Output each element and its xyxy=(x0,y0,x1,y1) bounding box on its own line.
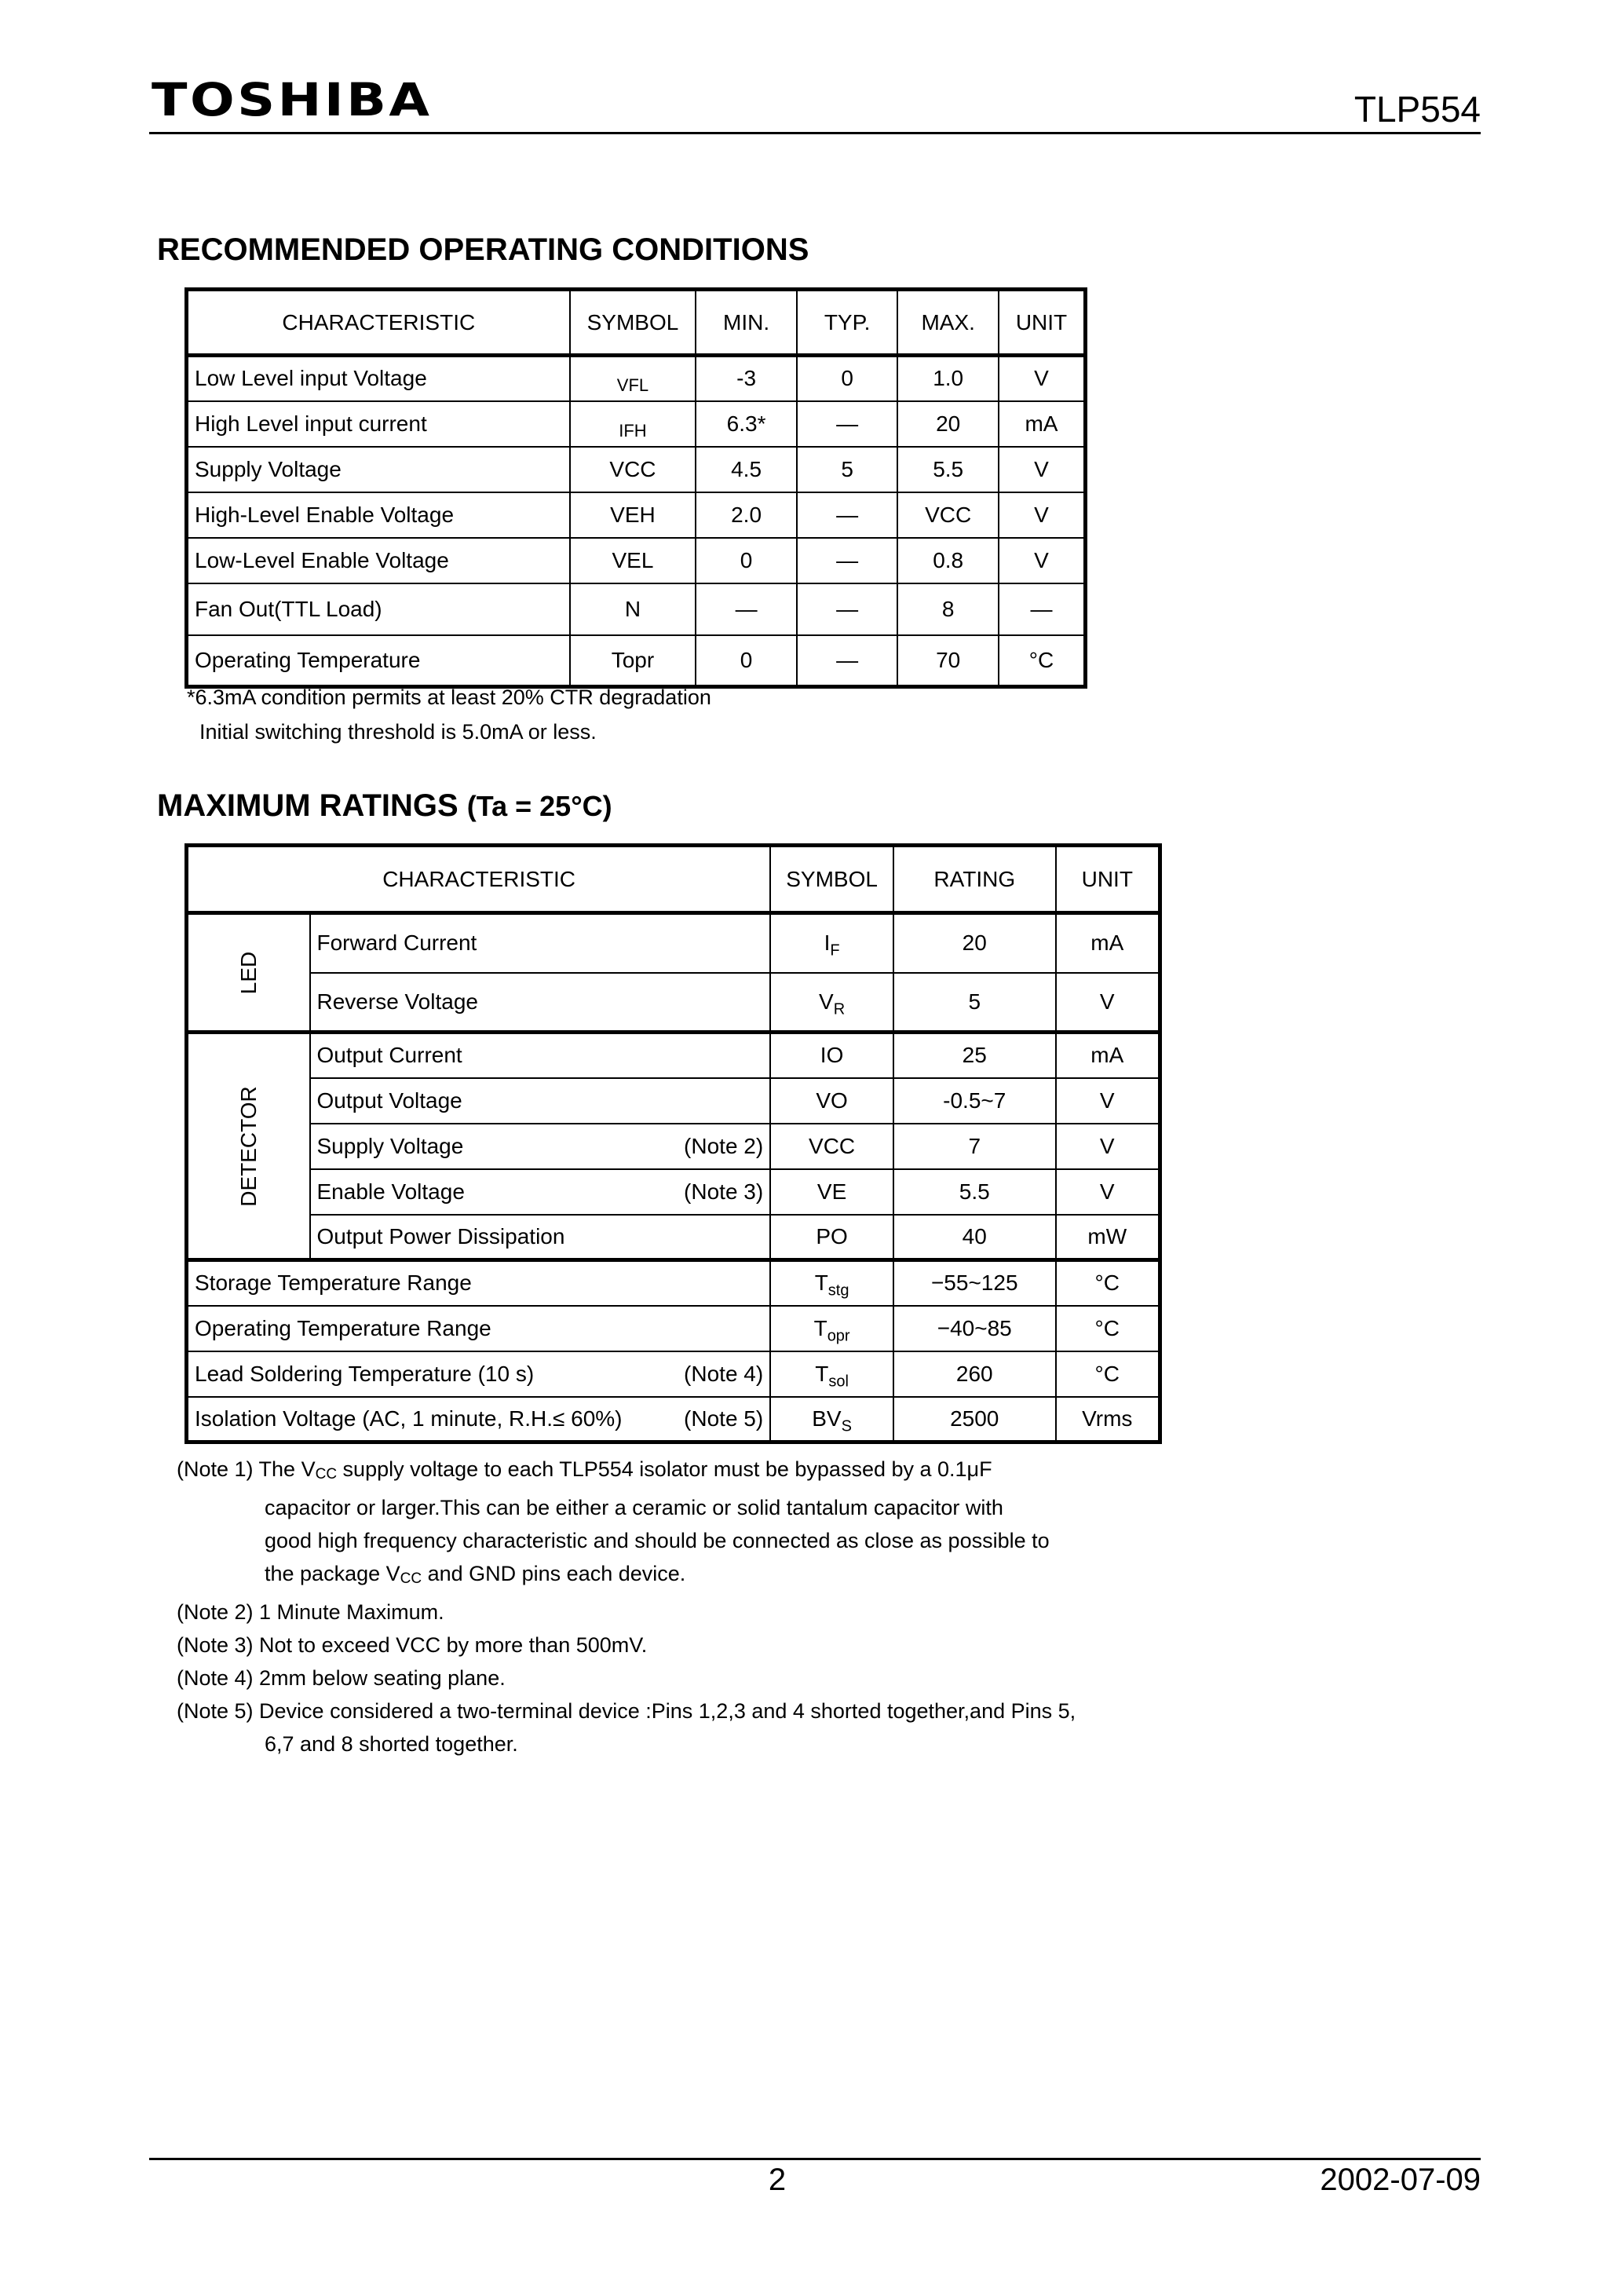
footer-rule xyxy=(149,2158,1481,2160)
symbol-text: T xyxy=(814,1270,828,1296)
symbol-text: V xyxy=(819,989,834,1014)
note-reference: (Note 3) xyxy=(684,1179,764,1204)
roc-cell: Supply Voltage xyxy=(187,447,570,492)
symbol-subscript: F xyxy=(830,941,840,960)
table-row xyxy=(187,401,1086,447)
roc-cell: — xyxy=(797,492,898,538)
characteristic-text: Enable Voltage xyxy=(316,1179,465,1204)
roc-cell: 0.8 xyxy=(897,538,999,583)
roc-cell: VFL xyxy=(570,356,696,401)
symbol-text: VE xyxy=(816,1179,847,1204)
document-date: 2002-07-09 xyxy=(1320,2163,1481,2197)
roc-col-min: MIN. xyxy=(696,290,797,356)
max-title-condition: (Ta = 25°C) xyxy=(466,790,612,822)
symbol-text: VCC xyxy=(809,1133,856,1158)
characteristic-text: Forward Current xyxy=(316,930,477,956)
roc-cell: 20 xyxy=(897,401,999,447)
table-row xyxy=(187,583,1086,635)
note-1-sub: CC xyxy=(315,1466,338,1483)
max-cell-characteristic xyxy=(310,1169,771,1215)
roc-cell: IFH xyxy=(570,401,696,447)
max-cell-rating: 25 xyxy=(893,1033,1056,1078)
roc-cell: Topr xyxy=(570,635,696,687)
max-cell-symbol xyxy=(770,1215,893,1260)
note-reference: (Note 4) xyxy=(684,1361,764,1386)
table-row xyxy=(187,1351,1160,1397)
roc-cell: V xyxy=(999,356,1086,401)
note-1-line-4 xyxy=(177,1557,1076,1596)
roc-cell: — xyxy=(797,401,898,447)
max-cell-unit: °C xyxy=(1056,1351,1160,1397)
roc-cell: V xyxy=(999,538,1086,583)
note-1-l4-sub: CC xyxy=(400,1570,422,1587)
notes-block xyxy=(177,1453,1076,1760)
max-cell-symbol xyxy=(770,1124,893,1169)
characteristic-text: Isolation Voltage (AC, 1 minute, R.H.≤ 60%) xyxy=(195,1406,623,1431)
table-row xyxy=(187,447,1086,492)
roc-cell: 0 xyxy=(797,356,898,401)
characteristic-text: Supply Voltage xyxy=(316,1133,464,1158)
max-cell-characteristic xyxy=(310,1124,771,1169)
page-number: 2 xyxy=(768,2163,787,2197)
max-cell-unit: mW xyxy=(1056,1215,1160,1260)
roc-cell: VEH xyxy=(570,492,696,538)
table-row xyxy=(187,1033,1160,1078)
max-cell-symbol xyxy=(770,973,893,1033)
max-cell-symbol xyxy=(770,1306,893,1351)
max-cell-unit: V xyxy=(1056,973,1160,1033)
roc-cell: 6.3* xyxy=(696,401,797,447)
roc-cell: VEL xyxy=(570,538,696,583)
max-cell-symbol xyxy=(770,913,893,973)
roc-table xyxy=(184,287,1087,689)
roc-cell: 0 xyxy=(696,538,797,583)
characteristic-text: Output Power Dissipation xyxy=(316,1223,565,1249)
roc-col-unit: UNIT xyxy=(999,290,1086,356)
max-col-unit: UNIT xyxy=(1056,846,1160,913)
roc-cell: 0 xyxy=(696,635,797,687)
table-row xyxy=(187,1124,1160,1169)
symbol-text: T xyxy=(813,1315,827,1340)
max-cell-symbol xyxy=(770,1260,893,1306)
max-title-text: MAXIMUM RATINGS xyxy=(157,788,458,823)
max-cell-unit: mA xyxy=(1056,1033,1160,1078)
roc-footnote-2: Initial switching threshold is 5.0mA or less. xyxy=(199,720,597,744)
roc-cell: °C xyxy=(999,635,1086,687)
symbol-text: BV xyxy=(812,1406,842,1431)
roc-cell: mA xyxy=(999,401,1086,447)
roc-col-characteristic: CHARACTERISTIC xyxy=(187,290,570,356)
roc-cell: High-Level Enable Voltage xyxy=(187,492,570,538)
roc-cell: 2.0 xyxy=(696,492,797,538)
max-cell-rating: 5.5 xyxy=(893,1169,1056,1215)
roc-cell: V xyxy=(999,447,1086,492)
roc-cell: VCC xyxy=(570,447,696,492)
max-cell-rating: −55~125 xyxy=(893,1260,1056,1306)
max-cell-unit: mA xyxy=(1056,913,1160,973)
max-cell-characteristic xyxy=(310,913,771,973)
roc-col-symbol: SYMBOL xyxy=(570,290,696,356)
note-5-line-2: 6,7 and 8 shorted together. xyxy=(265,1732,518,1756)
roc-cell: High Level input current xyxy=(187,401,570,447)
max-cell-characteristic xyxy=(187,1260,771,1306)
symbol-subscript: R xyxy=(833,1000,846,1018)
group-detector-label: DETECTOR xyxy=(236,1085,261,1207)
symbol-text: IO xyxy=(820,1043,844,1068)
max-cell-unit: V xyxy=(1056,1124,1160,1169)
note-reference: (Note 2) xyxy=(684,1133,764,1158)
characteristic-text: Reverse Voltage xyxy=(316,989,478,1014)
max-cell-characteristic xyxy=(310,1033,771,1078)
note-1 xyxy=(177,1453,1076,1491)
note-1-line-2: capacitor or larger.This can be either a ceramic or solid tantalum capacitor with xyxy=(265,1496,1003,1519)
max-cell-rating: 260 xyxy=(893,1351,1056,1397)
brand-logo: TOSHIBA xyxy=(152,73,433,126)
max-cell-rating: −40~85 xyxy=(893,1306,1056,1351)
table-row xyxy=(187,973,1160,1033)
max-table xyxy=(184,843,1162,1444)
note-5: (Note 5) Device considered a two-terminal device :Pins 1,2,3 and 4 shorted together,and Pins 5, xyxy=(177,1699,1076,1723)
symbol-text: VO xyxy=(816,1088,848,1113)
max-cell-unit: V xyxy=(1056,1169,1160,1215)
max-cell-unit: °C xyxy=(1056,1260,1160,1306)
max-cell-characteristic xyxy=(187,1306,771,1351)
roc-footnote-1: *6.3mA condition permits at least 20% CTR degradation xyxy=(187,686,711,709)
roc-cell: VCC xyxy=(897,492,999,538)
note-reference: (Note 5) xyxy=(684,1406,764,1431)
symbol-subscript: sol xyxy=(828,1373,849,1391)
max-cell-rating: 7 xyxy=(893,1124,1056,1169)
table-row xyxy=(187,1215,1160,1260)
max-cell-characteristic xyxy=(310,1078,771,1124)
max-cell-rating: 40 xyxy=(893,1215,1056,1260)
max-cell-symbol xyxy=(770,1397,893,1442)
max-cell-symbol xyxy=(770,1078,893,1124)
roc-cell: — xyxy=(999,583,1086,635)
roc-cell: 5 xyxy=(797,447,898,492)
roc-cell: 5.5 xyxy=(897,447,999,492)
characteristic-text: Operating Temperature Range xyxy=(195,1315,491,1340)
roc-col-max: MAX. xyxy=(897,290,999,356)
roc-col-typ: TYP. xyxy=(797,290,898,356)
max-cell-rating: 20 xyxy=(893,913,1056,973)
roc-cell: V xyxy=(999,492,1086,538)
max-cell-symbol xyxy=(770,1169,893,1215)
note-4: (Note 4) 2mm below seating plane. xyxy=(177,1666,506,1690)
roc-cell: — xyxy=(696,583,797,635)
table-row xyxy=(187,492,1086,538)
max-cell-unit: Vrms xyxy=(1056,1397,1160,1442)
roc-cell: — xyxy=(797,583,898,635)
roc-cell: Operating Temperature xyxy=(187,635,570,687)
roc-cell: -3 xyxy=(696,356,797,401)
note-1-b: supply voltage to each TLP554 isolator must be bypassed by a 0.1μF xyxy=(337,1457,992,1481)
note-1-a: (Note 1) The V xyxy=(177,1457,316,1481)
roc-cell: — xyxy=(797,635,898,687)
characteristic-text: Lead Soldering Temperature (10 s) xyxy=(195,1361,535,1386)
max-cell-symbol xyxy=(770,1351,893,1397)
roc-cell: Low-Level Enable Voltage xyxy=(187,538,570,583)
roc-cell: 1.0 xyxy=(897,356,999,401)
max-col-characteristic: CHARACTERISTIC xyxy=(187,846,771,913)
table-row xyxy=(187,1260,1160,1306)
symbol-text: PO xyxy=(816,1223,848,1249)
table-row xyxy=(187,1169,1160,1215)
max-cell-symbol xyxy=(770,1033,893,1078)
table-row xyxy=(187,538,1086,583)
max-cell-characteristic xyxy=(310,1215,771,1260)
max-cell-rating: 2500 xyxy=(893,1397,1056,1442)
max-cell-unit: V xyxy=(1056,1078,1160,1124)
group-led xyxy=(187,913,310,1033)
symbol-text: I xyxy=(824,930,831,956)
part-number: TLP554 xyxy=(1353,89,1481,130)
table-row xyxy=(187,356,1086,401)
max-col-symbol: SYMBOL xyxy=(770,846,893,913)
max-cell-unit: °C xyxy=(1056,1306,1160,1351)
characteristic-text: Output Current xyxy=(316,1043,462,1068)
symbol-subscript: opr xyxy=(827,1327,850,1345)
table-row xyxy=(187,1306,1160,1351)
characteristic-text: Output Voltage xyxy=(316,1088,462,1113)
max-cell-rating: 5 xyxy=(893,973,1056,1033)
max-title xyxy=(157,790,612,821)
roc-cell: — xyxy=(797,538,898,583)
max-cell-characteristic xyxy=(310,973,771,1033)
max-col-rating: RATING xyxy=(893,846,1056,913)
note-1-l4-a: the package V xyxy=(265,1562,400,1585)
note-1-l4-b: and GND pins each device. xyxy=(422,1562,686,1585)
note-2: (Note 2) 1 Minute Maximum. xyxy=(177,1600,444,1624)
note-1-line-3: good high frequency characteristic and should be connected as close as possible to xyxy=(265,1529,1050,1552)
group-detector xyxy=(187,1033,310,1260)
roc-cell: 8 xyxy=(897,583,999,635)
table-row xyxy=(187,635,1086,687)
symbol-text: T xyxy=(815,1361,829,1386)
symbol-subscript: S xyxy=(841,1417,852,1435)
max-cell-characteristic xyxy=(187,1351,771,1397)
roc-cell: N xyxy=(570,583,696,635)
table-row xyxy=(187,1078,1160,1124)
roc-cell: 70 xyxy=(897,635,999,687)
roc-cell: Low Level input Voltage xyxy=(187,356,570,401)
roc-cell: 4.5 xyxy=(696,447,797,492)
max-cell-characteristic xyxy=(187,1397,771,1442)
table-row xyxy=(187,1397,1160,1442)
max-cell-rating: -0.5~7 xyxy=(893,1078,1056,1124)
characteristic-text: Storage Temperature Range xyxy=(195,1270,472,1296)
roc-title: RECOMMENDED OPERATING CONDITIONS xyxy=(157,232,809,267)
note-3: (Note 3) Not to exceed VCC by more than 500mV. xyxy=(177,1633,648,1657)
group-led-label: LED xyxy=(236,951,261,994)
header-rule xyxy=(149,132,1481,134)
table-row xyxy=(187,913,1160,973)
roc-cell: Fan Out(TTL Load) xyxy=(187,583,570,635)
symbol-subscript: stg xyxy=(827,1281,849,1300)
